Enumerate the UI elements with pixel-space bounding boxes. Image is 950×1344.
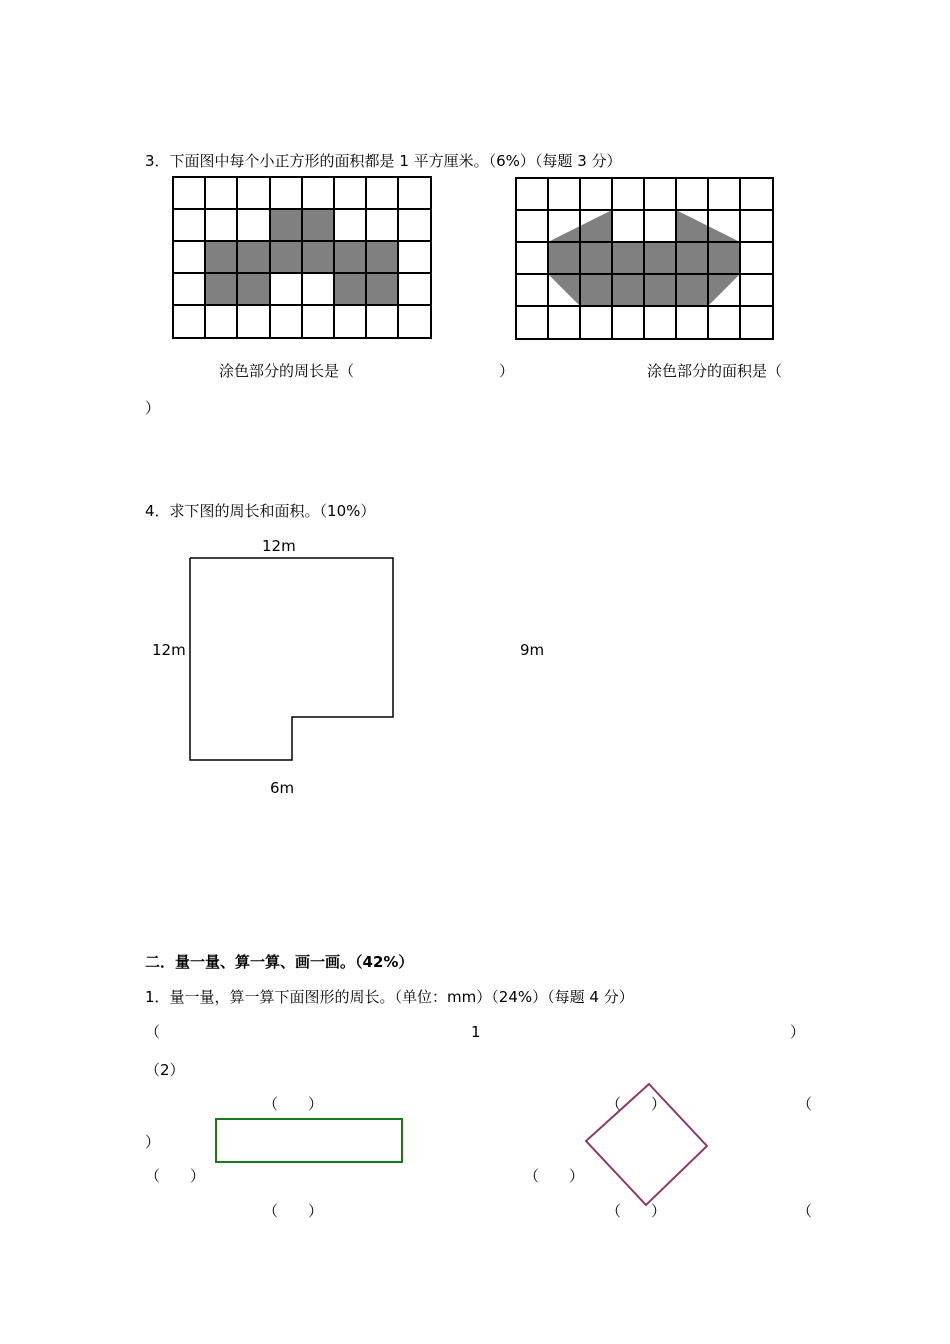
q3-right-prompt: 涂色部分的面积是（ — [647, 362, 783, 380]
green-rectangle — [216, 1119, 402, 1162]
q3-right-close: ） — [145, 399, 161, 417]
dim-label-left: 12m — [152, 641, 186, 659]
q4-title: 4．求下图的周长和面积。（10%） — [145, 502, 376, 520]
rect-top-blank: （ ） — [263, 1095, 324, 1113]
subproblem-2: （2） — [145, 1061, 185, 1079]
dim-label-top: 12m — [262, 537, 296, 555]
rect-bottom-blank: （ ） — [263, 1202, 324, 1220]
right-edge-open-2: （ — [797, 1202, 813, 1220]
q3-title: 3．下面图中每个小正方形的面积都是 1 平方厘米。（6%）（每题 3 分） — [145, 152, 622, 170]
answer-open-paren: （ — [145, 1023, 161, 1041]
right-edge-open: （ — [797, 1095, 813, 1113]
section2-heading: 二．量一量、算一算、画一画。（42%） — [145, 953, 414, 971]
q3-left-close: ） — [499, 362, 515, 380]
left-grid — [173, 177, 431, 338]
dim-label-right: 9m — [520, 641, 545, 659]
dim-label-bottom: 6m — [270, 779, 295, 797]
rect-left-blank: （ ） — [145, 1167, 206, 1185]
diamond-top-blank: （ ） — [606, 1095, 667, 1113]
diamond-left-blank: （ ） — [524, 1167, 585, 1185]
q3-left-prompt: 涂色部分的周长是（ — [219, 362, 355, 380]
left-edge-close: ） — [145, 1133, 161, 1151]
right-grid — [516, 178, 773, 339]
section2-q1: 1．量一量，算一算下面图形的周长。（单位：mm）（24%）（每题 4 分） — [145, 988, 634, 1006]
problem-number: 1 — [471, 1023, 481, 1041]
diamond-bottom-blank: （ ） — [606, 1202, 667, 1220]
l-shape-figure — [190, 558, 393, 760]
answer-close-paren: ） — [790, 1023, 806, 1041]
